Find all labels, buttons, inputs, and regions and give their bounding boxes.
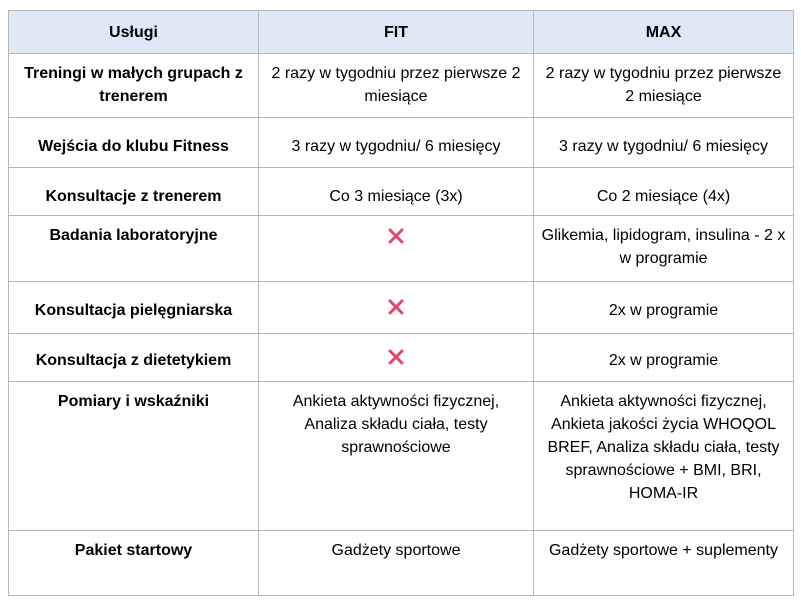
header-services: Usługi [9, 11, 259, 54]
cross-icon [388, 228, 404, 244]
cross-icon [388, 349, 404, 365]
header-max: MAX [534, 11, 794, 54]
table-row [9, 334, 794, 382]
table-row [9, 216, 794, 282]
max-cell: Ankieta aktywności fizycznej, Ankieta jakości życia WHOQOL BREF, Analiza składu ciała, testy sprawnościowe + BMI, BRI, HOMA-IR [534, 382, 794, 531]
row-label: Pomiary i wskaźniki [9, 382, 259, 531]
row-label: Wejścia do klubu Fitness [9, 118, 259, 168]
row-label: Konsultacja z dietetykiem [9, 334, 259, 382]
table-row [9, 168, 794, 216]
table-row [9, 118, 794, 168]
row-label: Treningi w małych grupach z trenerem [9, 54, 259, 118]
header-row [9, 11, 794, 54]
row-label: Konsultacja pielęgniarska [9, 282, 259, 334]
max-cell: Co 2 miesiące (4x) [534, 168, 794, 216]
max-cell: 2x w programie [534, 334, 794, 382]
fit-cell: Gadżety sportowe [259, 531, 534, 596]
table-row [9, 531, 794, 596]
table-row [9, 54, 794, 118]
fit-cell: 3 razy w tygodniu/ 6 miesięcy [259, 118, 534, 168]
max-cell: 2 razy w tygodniu przez pierwsze 2 miesiące [534, 54, 794, 118]
fit-cell: 2 razy w tygodniu przez pierwsze 2 miesiące [259, 54, 534, 118]
fit-cell [259, 334, 534, 382]
row-label: Pakiet startowy [9, 531, 259, 596]
max-cell: 3 razy w tygodniu/ 6 miesięcy [534, 118, 794, 168]
max-cell: 2x w programie [534, 282, 794, 334]
table-row [9, 382, 794, 531]
fit-cell [259, 216, 534, 282]
row-label: Badania laboratoryjne [9, 216, 259, 282]
header-fit: FIT [259, 11, 534, 54]
fit-cell: Co 3 miesiące (3x) [259, 168, 534, 216]
services-comparison-table [8, 10, 794, 596]
fit-cell: Ankieta aktywności fizycznej, Analiza składu ciała, testy sprawnościowe [259, 382, 534, 531]
fit-cell [259, 282, 534, 334]
cross-icon [388, 299, 404, 315]
row-label: Konsultacje z trenerem [9, 168, 259, 216]
max-cell: Gadżety sportowe + suplementy [534, 531, 794, 596]
table-row [9, 282, 794, 334]
max-cell: Glikemia, lipidogram, insulina - 2 x w programie [534, 216, 794, 282]
